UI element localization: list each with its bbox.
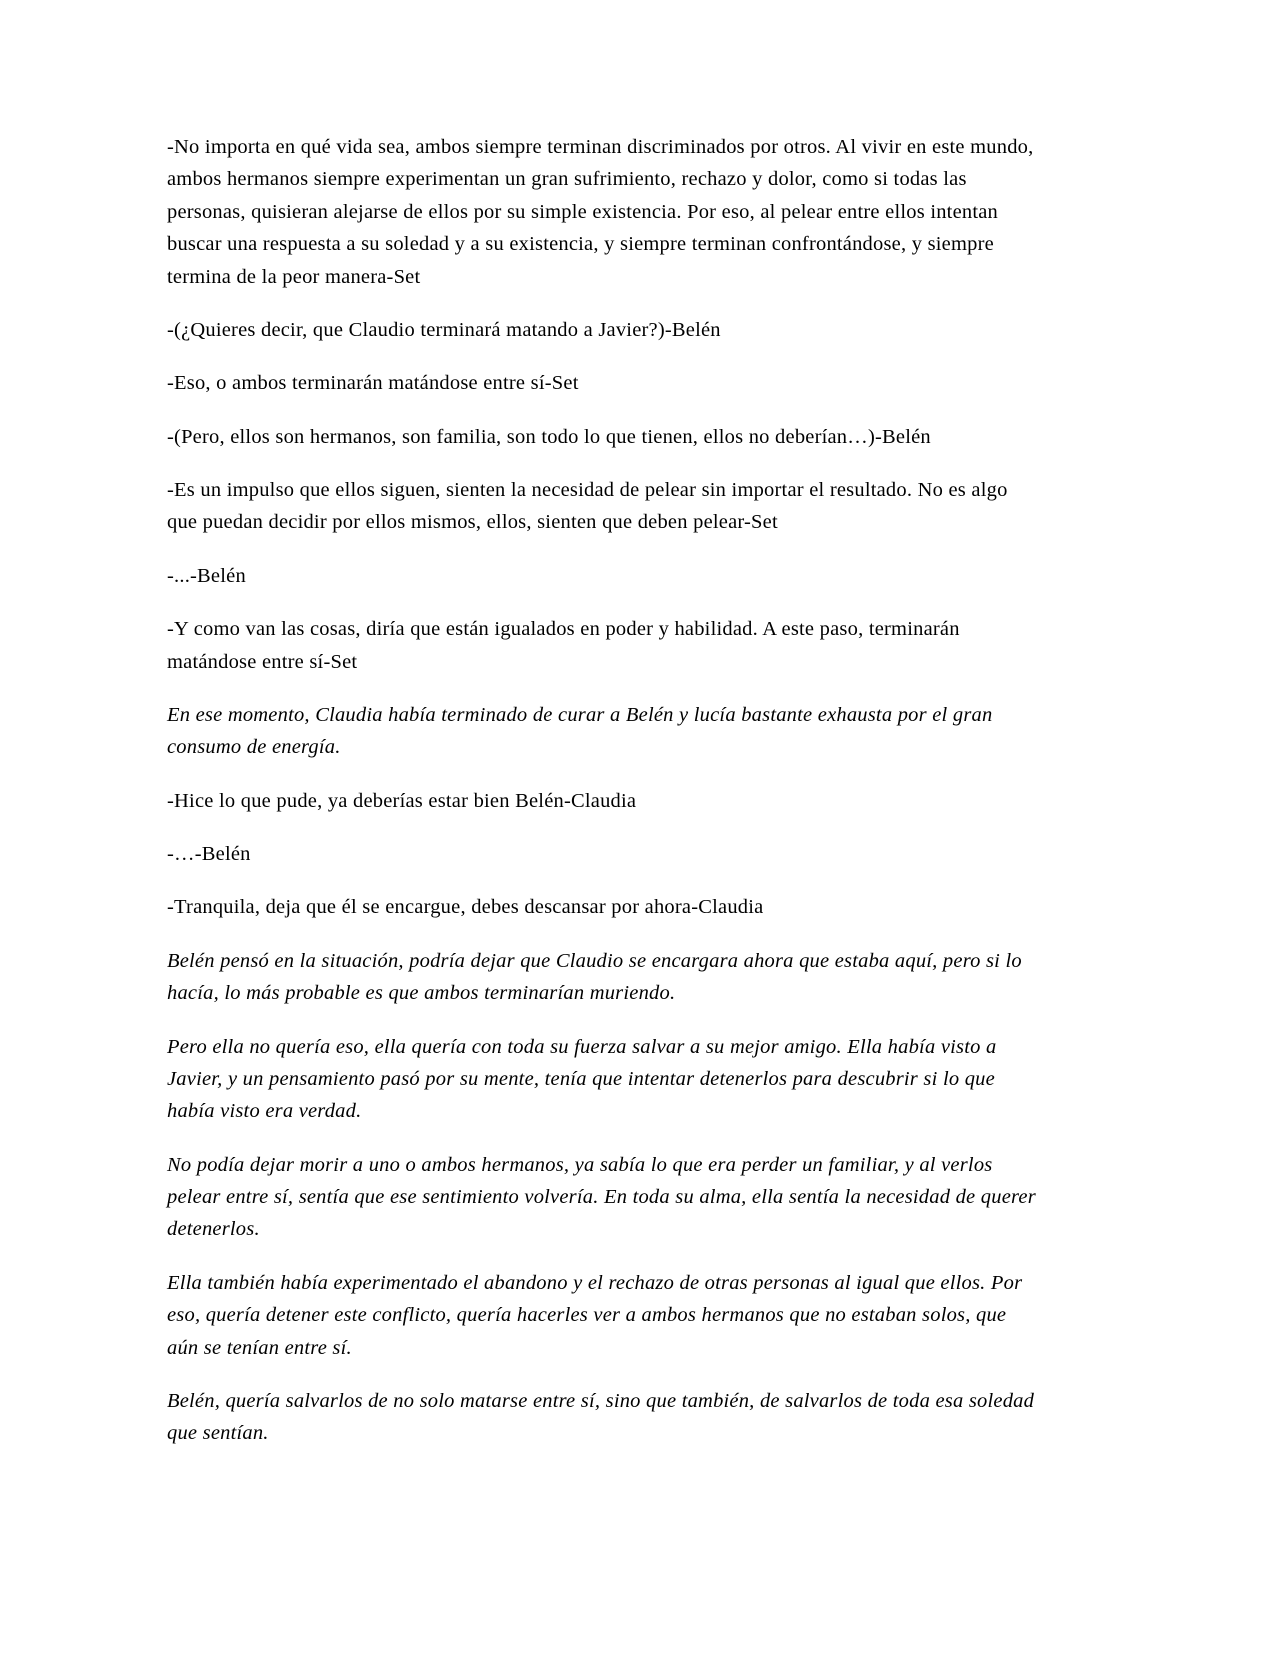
dialogue-paragraph: -Tranquila, deja que él se encargue, debes descansar por ahora-Claudia — [167, 896, 764, 919]
dialogue-paragraph: -Eso, o ambos terminarán matándose entre sí-Set — [167, 372, 579, 395]
dialogue-paragraph: -No importa en qué vida sea, ambos siempre terminan discriminados por otros. Al vivir en este mundo, ambos hermanos siempre experimentan un gran sufrimiento, rechazo y dolor, como si todas las personas, quisieran alejarse de ellos por su simple existencia. Por eso, al pelear entre ellos intentan buscar una respuesta a su soledad y a su existencia, y siempre terminan confrontándose, y siempre termina de la peor manera-Set — [167, 136, 1034, 288]
dialogue-paragraph: -...-Belén — [167, 564, 246, 587]
dialogue-paragraph: -Y como van las cosas, diría que están igualados en poder y habilidad. A este paso, terminarán matándose entre sí-Set — [167, 618, 960, 673]
narrative-paragraph: No podía dejar morir a uno o ambos hermanos, ya sabía lo que era perder un familiar, y al verlos pelear entre sí, sentía que ese sentimiento volvería. En toda su alma, ella sentía la necesidad de querer detenerlos. — [167, 1153, 1036, 1241]
document-text-body — [167, 131, 1042, 1450]
dialogue-paragraph: -(Pero, ellos son hermanos, son familia, son todo lo que tienen, ellos no deberían…)-Belén — [167, 425, 931, 448]
narrative-paragraph: Pero ella no quería eso, ella quería con toda su fuerza salvar a su mejor amigo. Ella había visto a Javier, y un pensamiento pasó por su mente, tenía que intentar detenerlos para descubrir si lo que había visto era verdad. — [167, 1035, 997, 1123]
dialogue-paragraph: -(¿Quieres decir, que Claudio terminará matando a Javier?)-Belén — [167, 318, 721, 341]
dialogue-paragraph: -Es un impulso que ellos siguen, sienten la necesidad de pelear sin importar el resultado. No es algo que puedan decidir por ellos mismos, ellos, sienten que deben pelear-Set — [167, 479, 1008, 534]
dialogue-paragraph: -…-Belén — [167, 843, 251, 865]
narrative-paragraph: Belén pensó en la situación, podría dejar que Claudio se encargara ahora que estaba aquí, pero si lo hacía, lo más probable es que ambos terminarían muriendo. — [167, 949, 1022, 1005]
narrative-paragraph: En ese momento, Claudia había terminado de curar a Belén y lucía bastante exhausta por el gran consumo de energía. — [167, 703, 993, 759]
narrative-paragraph: Ella también había experimentado el abandono y el rechazo de otras personas al igual que ellos. Por eso, quería detener este conflicto, quería hacerles ver a ambos hermanos que no estaban solos, que aún se tenían entre sí. — [167, 1271, 1023, 1359]
dialogue-paragraph: -Hice lo que pude, ya deberías estar bien Belén-Claudia — [167, 789, 637, 812]
narrative-paragraph: Belén, quería salvarlos de no solo matarse entre sí, sino que también, de salvarlos de toda esa soledad que sentían. — [167, 1389, 1035, 1445]
